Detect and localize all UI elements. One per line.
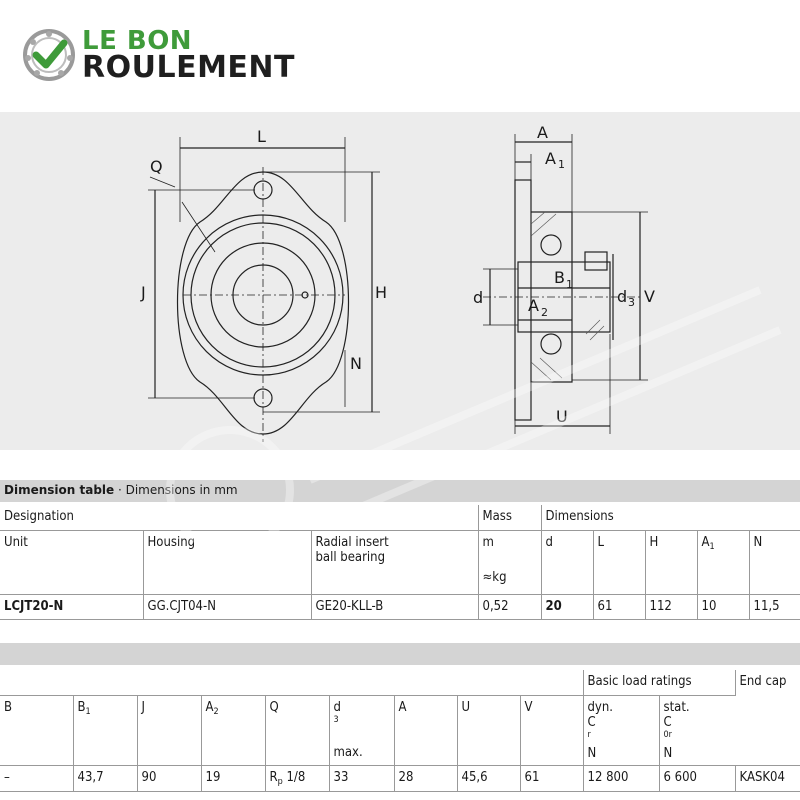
dimension-table-band (0, 480, 800, 502)
label-J: J (141, 283, 146, 302)
header-dyn-Cr: dyn. C r N (583, 695, 659, 765)
brand-line-2: ROULEMENT (82, 50, 295, 85)
cell-end-cap: KASK04 (735, 765, 800, 791)
label-d: d (473, 288, 484, 307)
label-d3: d (617, 287, 628, 306)
brand-line-1: LE BON (82, 26, 193, 56)
cell-B1: 43,7 (73, 765, 137, 791)
cell-d: 20 (541, 594, 593, 619)
cell-mass: 0,52 (478, 594, 541, 619)
cell-housing: GG.CJT04-N (143, 594, 311, 619)
label-B1-sub: 1 (566, 278, 573, 291)
bearing-check-logo-icon (22, 28, 76, 82)
cell-U: 45,6 (457, 765, 520, 791)
label-B1: B (554, 268, 565, 287)
header-A2: $A_2$ (201, 695, 265, 765)
cell-L: 61 (593, 594, 645, 619)
header-A1: $A_1$ (697, 530, 749, 594)
header-Q: Q (265, 695, 329, 765)
header-dimensions: Dimensions (541, 505, 800, 530)
header-designation: Designation (0, 505, 478, 530)
header-J: J (137, 695, 201, 765)
label-A1-sub: 1 (558, 158, 565, 171)
table-row (0, 765, 800, 791)
header-B: B (0, 695, 73, 765)
label-N: N (350, 354, 362, 373)
cell-B: – (0, 765, 73, 791)
cell-A2: 19 (201, 765, 265, 791)
header-end-cap: End cap (735, 670, 800, 765)
cell-Q: $R_p$ 1/8 (265, 765, 329, 791)
label-Q: Q (150, 157, 163, 176)
header-spacer (0, 670, 583, 695)
header-B1: $B_1$ (73, 695, 137, 765)
cell-A: 28 (394, 765, 457, 791)
cell-A1: 10 (697, 594, 749, 619)
label-A1: A (545, 149, 556, 168)
cell-V: 61 (520, 765, 583, 791)
cell-H: 112 (645, 594, 697, 619)
cell-J: 90 (137, 765, 201, 791)
header-V: V (520, 695, 583, 765)
cell-unit: LCJT20-N (0, 594, 143, 619)
cell-d3: 33 (329, 765, 394, 791)
label-A: A (537, 123, 548, 142)
label-V: V (644, 287, 655, 306)
header-d3: d 3 max. (329, 695, 394, 765)
cell-radial: GE20-KLL-B (311, 594, 478, 619)
label-d3-sub: 3 (628, 296, 635, 309)
label-A2-sub: 2 (541, 306, 548, 319)
cell-N: 11,5 (749, 594, 800, 619)
header-unit: Unit (0, 530, 143, 594)
cell-C0r: 6 600 (659, 765, 735, 791)
drawing-svg (0, 112, 800, 450)
header-L: L (593, 530, 645, 594)
header-m: m ≈kg (478, 530, 541, 594)
header-H: H (645, 530, 697, 594)
secondary-dimension-table (0, 670, 800, 792)
cell-Cr: 12 800 (583, 765, 659, 791)
header-d: d (541, 530, 593, 594)
secondary-table-band (0, 643, 800, 665)
label-A2: A (528, 296, 539, 315)
header-housing: Housing (143, 530, 311, 594)
header (0, 0, 800, 112)
label-U: U (556, 407, 568, 426)
dimension-table-title: Dimension table · Dimensions in mm (4, 483, 238, 497)
header-A: A (394, 695, 457, 765)
dimension-table (0, 505, 800, 620)
label-L: L (257, 127, 266, 146)
technical-drawing (0, 112, 800, 450)
header-U: U (457, 695, 520, 765)
header-basic-load: Basic load ratings (583, 670, 735, 695)
header-radial-insert: Radial insert ball bearing (311, 530, 478, 594)
header-stat-C0r: stat. C 0r N (659, 695, 735, 765)
label-H: H (375, 283, 388, 302)
header-N: N (749, 530, 800, 594)
table-row (0, 594, 800, 619)
header-mass: Mass (478, 505, 541, 530)
